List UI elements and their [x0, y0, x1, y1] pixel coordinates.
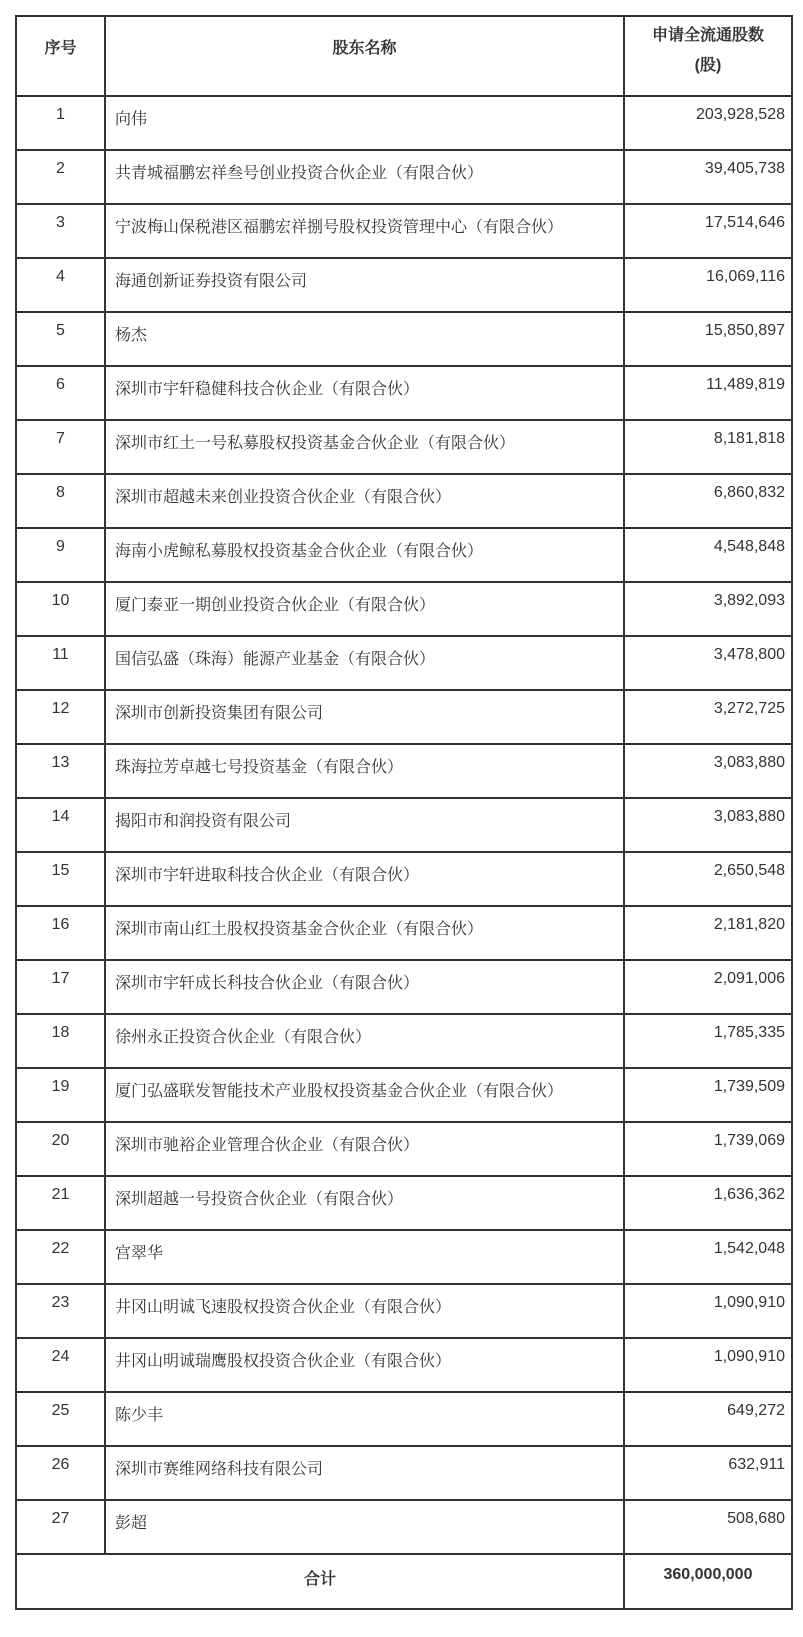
shares-cell: 1,739,509: [624, 1068, 792, 1122]
table-row: [16, 1338, 792, 1392]
shares-cell: 1,739,069: [624, 1122, 792, 1176]
table-row: [16, 582, 792, 636]
shares-cell: 11,489,819: [624, 366, 792, 420]
table-row: [16, 1230, 792, 1284]
table-row: [16, 636, 792, 690]
shares-cell: 1,542,048: [624, 1230, 792, 1284]
header-shares-line2: (股): [694, 57, 722, 74]
table-row: [16, 258, 792, 312]
name-cell: 揭阳市和润投资有限公司: [105, 798, 624, 852]
seq-cell: 9: [16, 528, 105, 582]
table-row: [16, 690, 792, 744]
table-body: [16, 96, 792, 1554]
seq-cell: 4: [16, 258, 105, 312]
seq-cell: 15: [16, 852, 105, 906]
seq-cell: 1: [16, 96, 105, 150]
shares-cell: 203,928,528: [624, 96, 792, 150]
table-footer: [16, 1554, 792, 1609]
seq-cell: 8: [16, 474, 105, 528]
header-seq: [16, 16, 105, 96]
seq-cell: 25: [16, 1392, 105, 1446]
shares-cell: 1,090,910: [624, 1284, 792, 1338]
total-row: [16, 1554, 792, 1609]
shares-cell: 8,181,818: [624, 420, 792, 474]
seq-cell: 7: [16, 420, 105, 474]
name-cell: 共青城福鹏宏祥叁号创业投资合伙企业（有限合伙）: [105, 150, 624, 204]
name-cell: 深圳市超越未来创业投资合伙企业（有限合伙）: [105, 474, 624, 528]
seq-cell: 6: [16, 366, 105, 420]
name-cell: 向伟: [105, 96, 624, 150]
shares-cell: 632,911: [624, 1446, 792, 1500]
header-shares-line1: 申请全流通股数: [651, 27, 764, 44]
name-cell: 深圳市创新投资集团有限公司: [105, 690, 624, 744]
seq-cell: 17: [16, 960, 105, 1014]
seq-cell: 26: [16, 1446, 105, 1500]
seq-cell: 11: [16, 636, 105, 690]
table-row: [16, 960, 792, 1014]
seq-cell: 2: [16, 150, 105, 204]
table-row: [16, 1446, 792, 1500]
table-row: [16, 474, 792, 528]
header-shares: [624, 16, 792, 96]
seq-cell: 19: [16, 1068, 105, 1122]
name-cell: 海通创新证券投资有限公司: [105, 258, 624, 312]
name-cell: 深圳市赛维网络科技有限公司: [105, 1446, 624, 1500]
shares-cell: 3,892,093: [624, 582, 792, 636]
shares-cell: 508,680: [624, 1500, 792, 1554]
name-cell: 厦门弘盛联发智能技术产业股权投资基金合伙企业（有限合伙）: [105, 1068, 624, 1122]
seq-cell: 3: [16, 204, 105, 258]
name-cell: 井冈山明诚瑞鹰股权投资合伙企业（有限合伙）: [105, 1338, 624, 1392]
table-row: [16, 1068, 792, 1122]
seq-cell: 5: [16, 312, 105, 366]
shares-cell: 1,636,362: [624, 1176, 792, 1230]
name-cell: 深圳市红土一号私募股权投资基金合伙企业（有限合伙）: [105, 420, 624, 474]
seq-cell: 22: [16, 1230, 105, 1284]
shares-cell: 1,090,910: [624, 1338, 792, 1392]
name-cell: 深圳超越一号投资合伙企业（有限合伙）: [105, 1176, 624, 1230]
shares-cell: 17,514,646: [624, 204, 792, 258]
shares-cell: 6,860,832: [624, 474, 792, 528]
table-row: [16, 1392, 792, 1446]
name-cell: 珠海拉芳卓越七号投资基金（有限合伙）: [105, 744, 624, 798]
table-row: [16, 1500, 792, 1554]
name-cell: 杨杰: [105, 312, 624, 366]
name-cell: 宫翠华: [105, 1230, 624, 1284]
header-row: [16, 16, 792, 96]
seq-cell: 12: [16, 690, 105, 744]
seq-cell: 13: [16, 744, 105, 798]
seq-cell: 14: [16, 798, 105, 852]
name-cell: 陈少丰: [105, 1392, 624, 1446]
name-cell: 厦门泰亚一期创业投资合伙企业（有限合伙）: [105, 582, 624, 636]
shares-cell: 16,069,116: [624, 258, 792, 312]
table-row: [16, 1284, 792, 1338]
name-cell: 宁波梅山保税港区福鹏宏祥捌号股权投资管理中心（有限合伙）: [105, 204, 624, 258]
table-row: [16, 906, 792, 960]
name-cell: 徐州永正投资合伙企业（有限合伙）: [105, 1014, 624, 1068]
shares-cell: 3,272,725: [624, 690, 792, 744]
table-row: [16, 204, 792, 258]
name-cell: 深圳市驰裕企业管理合伙企业（有限合伙）: [105, 1122, 624, 1176]
table-row: [16, 420, 792, 474]
table-row: [16, 528, 792, 582]
name-cell: 深圳市宇轩进取科技合伙企业（有限合伙）: [105, 852, 624, 906]
shares-cell: 2,650,548: [624, 852, 792, 906]
name-cell: 井冈山明诚飞速股权投资合伙企业（有限合伙）: [105, 1284, 624, 1338]
name-cell: 深圳市宇轩稳健科技合伙企业（有限合伙）: [105, 366, 624, 420]
seq-cell: 20: [16, 1122, 105, 1176]
header-name: [105, 16, 624, 96]
shares-cell: 15,850,897: [624, 312, 792, 366]
seq-cell: 21: [16, 1176, 105, 1230]
shares-cell: 3,478,800: [624, 636, 792, 690]
table-row: [16, 1176, 792, 1230]
name-cell: 国信弘盛（珠海）能源产业基金（有限合伙）: [105, 636, 624, 690]
shareholder-table: [15, 15, 793, 1610]
table-row: [16, 1014, 792, 1068]
header-seq-label: 序号: [44, 40, 77, 57]
shares-cell: 2,091,006: [624, 960, 792, 1014]
shares-cell: 1,785,335: [624, 1014, 792, 1068]
table-row: [16, 366, 792, 420]
shares-cell: 2,181,820: [624, 906, 792, 960]
name-cell: 彭超: [105, 1500, 624, 1554]
name-cell: 海南小虎鲸私募股权投资基金合伙企业（有限合伙）: [105, 528, 624, 582]
seq-cell: 23: [16, 1284, 105, 1338]
table-row: [16, 852, 792, 906]
seq-cell: 18: [16, 1014, 105, 1068]
table-row: [16, 312, 792, 366]
table-row: [16, 744, 792, 798]
shares-cell: 39,405,738: [624, 150, 792, 204]
header-name-label: 股东名称: [332, 40, 397, 57]
name-cell: 深圳市宇轩成长科技合伙企业（有限合伙）: [105, 960, 624, 1014]
table-header: [16, 16, 792, 96]
table-row: [16, 1122, 792, 1176]
shares-cell: 649,272: [624, 1392, 792, 1446]
name-cell: 深圳市南山红土股权投资基金合伙企业（有限合伙）: [105, 906, 624, 960]
seq-cell: 10: [16, 582, 105, 636]
total-label: 合计: [16, 1554, 624, 1609]
total-value: 360,000,000: [624, 1554, 792, 1609]
table-row: [16, 96, 792, 150]
shares-cell: 4,548,848: [624, 528, 792, 582]
shares-cell: 3,083,880: [624, 798, 792, 852]
table-row: [16, 798, 792, 852]
table-row: [16, 150, 792, 204]
shares-cell: 3,083,880: [624, 744, 792, 798]
seq-cell: 24: [16, 1338, 105, 1392]
seq-cell: 27: [16, 1500, 105, 1554]
seq-cell: 16: [16, 906, 105, 960]
